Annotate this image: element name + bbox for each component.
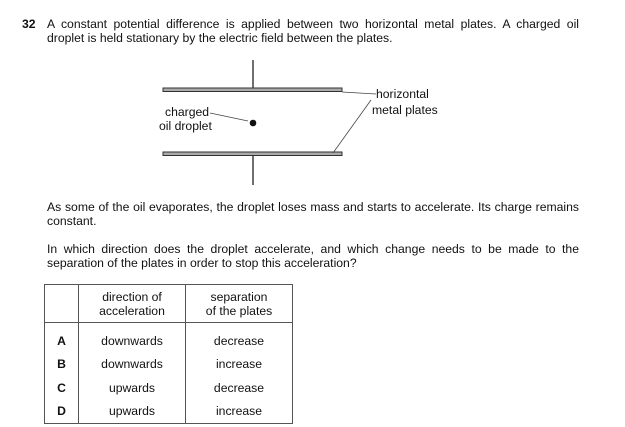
bottom-plate bbox=[163, 152, 342, 156]
plates-label-line1: horizontal bbox=[376, 87, 429, 101]
direction-cell: upwards bbox=[79, 376, 186, 400]
answer-options-table bbox=[44, 284, 293, 424]
question-intro: A constant potential difference is applied between two horizontal metal plates. A charged oil droplet is held stationary by the electric field between the plates. bbox=[47, 17, 579, 45]
separation-cell: decrease bbox=[213, 333, 265, 348]
separation-cell: decrease bbox=[213, 380, 265, 395]
table-row[interactable] bbox=[45, 353, 293, 377]
direction-cell: upwards bbox=[79, 400, 186, 424]
table-row[interactable] bbox=[45, 376, 293, 400]
header-empty bbox=[45, 285, 79, 323]
separation-cell: increase bbox=[215, 357, 263, 372]
header-direction-line2: acceleration bbox=[99, 303, 165, 318]
header-separation bbox=[186, 285, 293, 323]
separation-cell: increase bbox=[215, 404, 263, 419]
header-direction bbox=[79, 285, 186, 323]
top-plate-leader-line bbox=[342, 92, 376, 94]
droplet-label-line2: oil droplet bbox=[159, 119, 212, 133]
oil-droplet bbox=[250, 120, 257, 127]
question-number: 32 bbox=[22, 17, 36, 31]
bottom-plate-leader-line bbox=[333, 100, 371, 153]
option-letter: A bbox=[45, 323, 79, 353]
option-letter: D bbox=[45, 400, 79, 424]
table-header-row bbox=[45, 285, 293, 323]
header-separation-line1: separation bbox=[210, 289, 268, 304]
plates-label-line2: metal plates bbox=[372, 103, 438, 117]
option-letter: B bbox=[45, 353, 79, 377]
question-paragraph: As some of the oil evaporates, the droplet loses mass and starts to accelerate. Its charge remains constant. bbox=[47, 200, 579, 228]
table-row[interactable] bbox=[45, 323, 293, 353]
top-plate bbox=[163, 88, 342, 92]
droplet-label-line1: charged bbox=[165, 105, 210, 119]
option-letter: C bbox=[45, 376, 79, 400]
header-separation-line2: of the plates bbox=[205, 303, 273, 318]
direction-cell: downwards bbox=[79, 353, 186, 377]
direction-cell: downwards bbox=[79, 323, 186, 353]
droplet-leader-line bbox=[210, 113, 248, 121]
table-row[interactable] bbox=[45, 400, 293, 424]
header-direction-line1: direction of bbox=[102, 289, 162, 304]
question-prompt: In which direction does the droplet accelerate, and which change needs to be made to the separation of the plates in order to stop this acceleration? bbox=[47, 242, 579, 270]
